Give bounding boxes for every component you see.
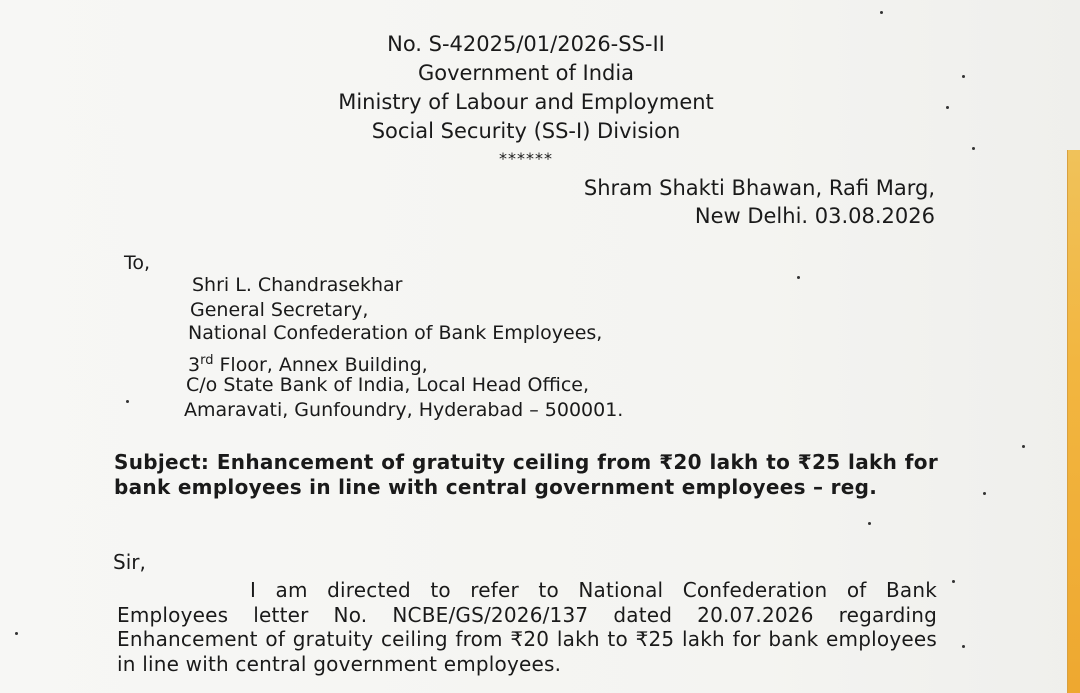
floor-number: 3: [188, 354, 201, 376]
scan-speck: [126, 400, 129, 403]
office-address: Shram Shakti Bhawan, Rafi Marg,: [583, 176, 935, 200]
body-paragraph: I am directed to refer to National Confederation of Bank Employees letter No. NCBE/GS/2026/137 dated 20.07.2026 regarding Enhancement of gratuity ceiling from ₹20 lakh to ₹25 lakh for bank employees in line with central government employees.: [117, 578, 937, 676]
scan-speck: [880, 11, 883, 14]
scan-speck: [1022, 445, 1025, 448]
division-name: Social Security (SS-I) Division: [371, 119, 681, 143]
scan-speck: [797, 276, 800, 279]
scan-speck: [868, 522, 871, 525]
place-and-date: New Delhi. 03.08.2026: [694, 204, 935, 228]
heading-separator: ******: [499, 149, 553, 168]
to-label: To,: [124, 252, 151, 274]
addressee-designation: General Secretary,: [190, 299, 369, 321]
folder-edge: [1067, 150, 1080, 693]
floor-ordinal: rd: [200, 353, 214, 368]
file-number: No. S-42025/01/2026-SS-II: [387, 32, 665, 56]
scan-speck: [962, 645, 965, 648]
subject-line: Subject: Enhancement of gratuity ceiling from ₹20 lakh to ₹25 lakh for bank employees in line with central government employees – reg.: [114, 450, 938, 499]
addressee-care-of: C/o State Bank of India, Local Head Office,: [186, 374, 589, 396]
ministry-name: Ministry of Labour and Employment: [338, 90, 714, 114]
scan-speck: [946, 106, 949, 109]
scan-speck: [983, 492, 986, 495]
government-name: Government of India: [417, 61, 635, 85]
scan-speck: [15, 632, 18, 635]
addressee-organisation: National Confederation of Bank Employees,: [188, 322, 603, 344]
addressee-city: Amaravati, Gunfoundry, Hyderabad – 500001.: [184, 399, 624, 421]
scan-speck: [972, 147, 975, 150]
scan-speck: [952, 580, 955, 583]
floor-building: Floor, Annex Building,: [213, 354, 428, 376]
addressee-name: Shri L. Chandrasekhar: [192, 274, 403, 296]
salutation: Sir,: [113, 550, 146, 574]
scan-speck: [962, 75, 965, 78]
